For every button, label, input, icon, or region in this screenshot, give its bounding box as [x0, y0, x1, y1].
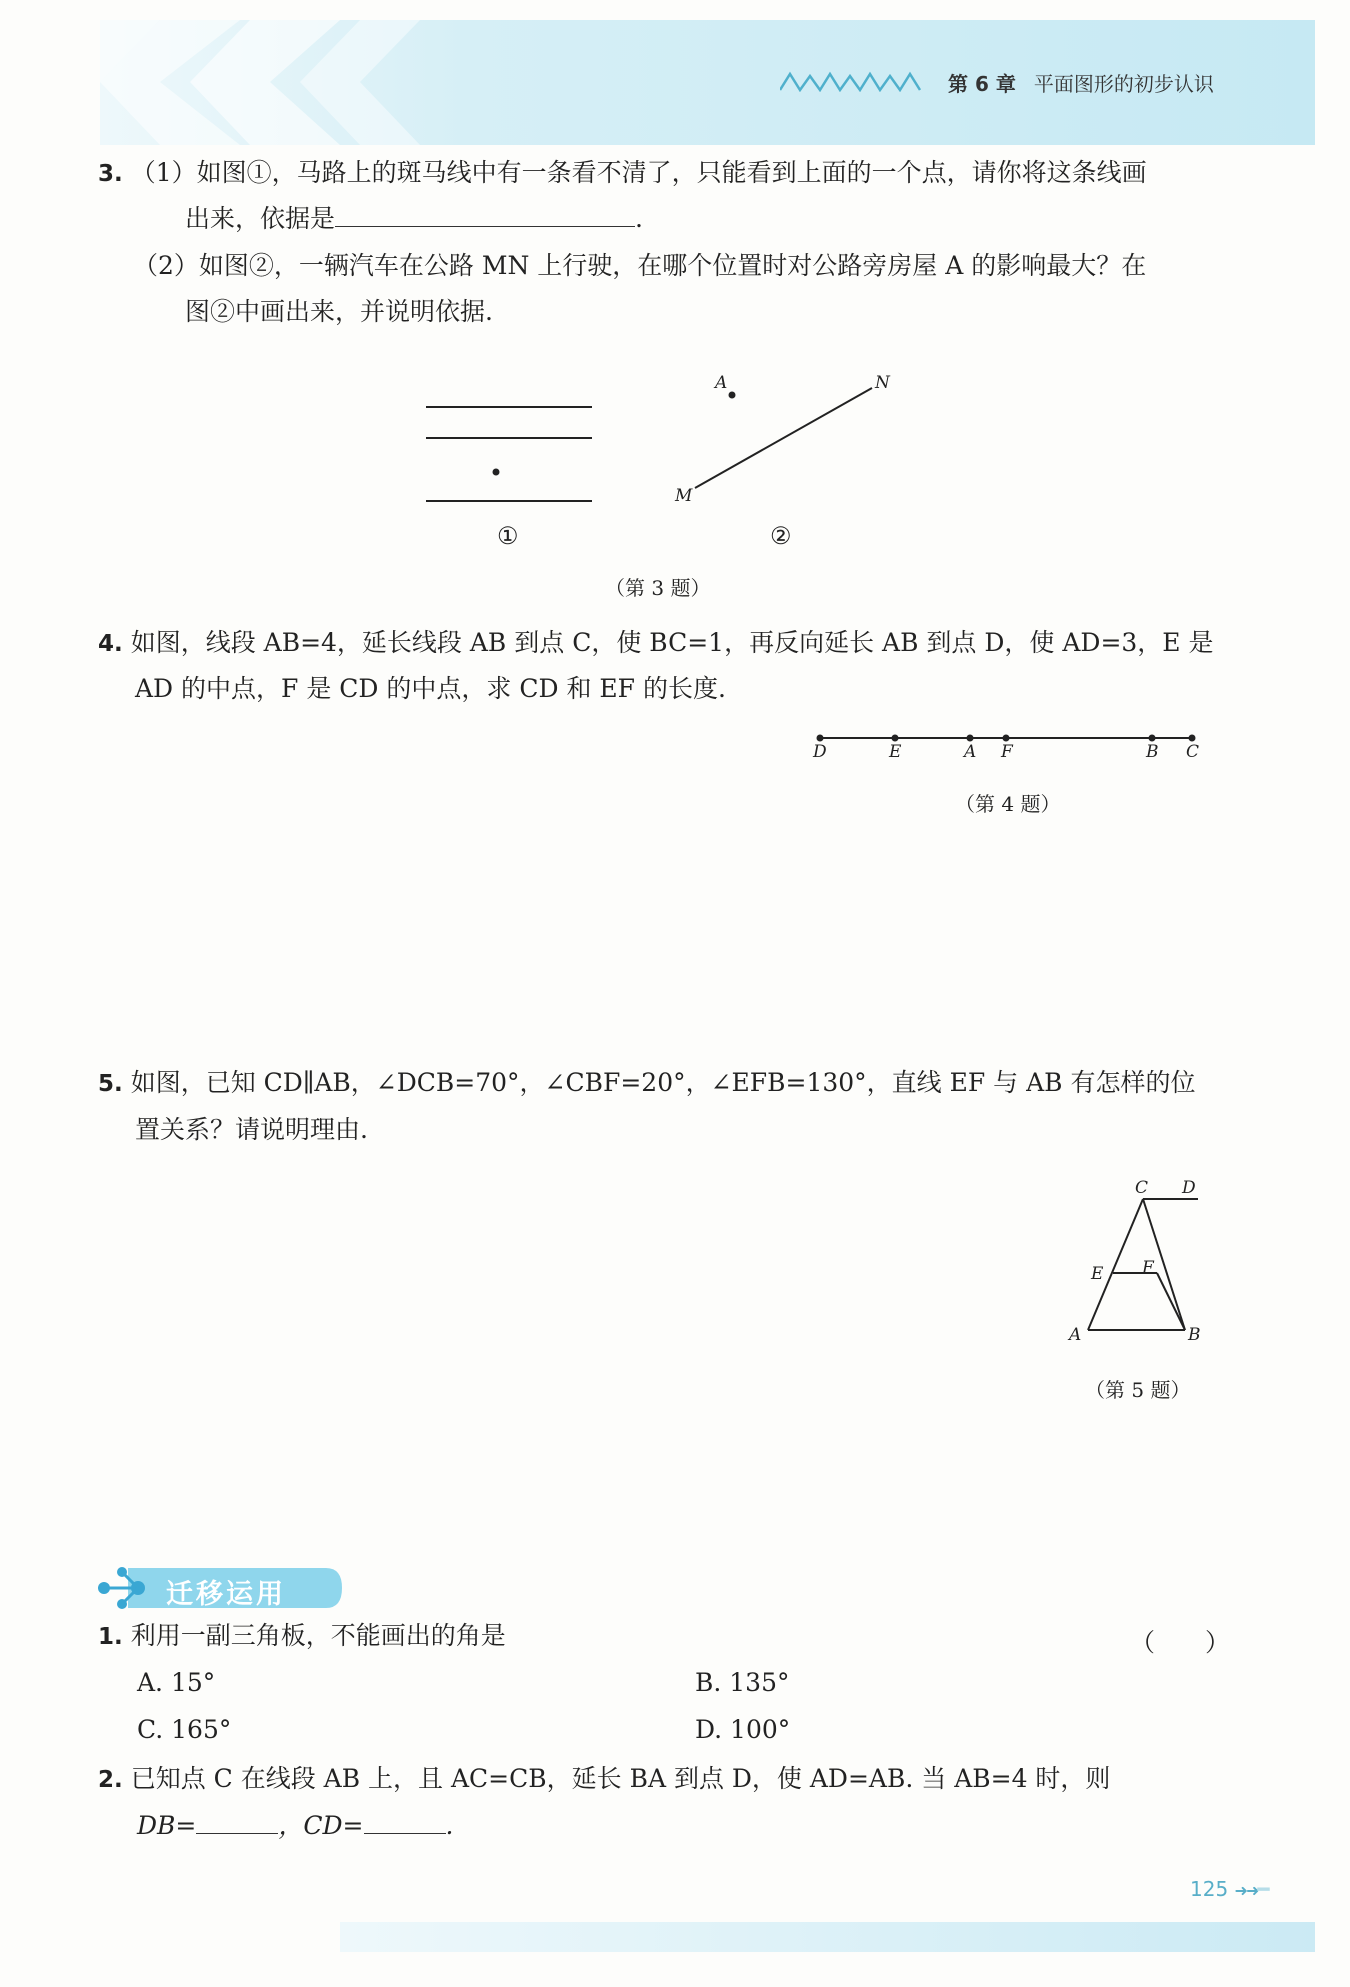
section-title: 迁移运用 [166, 1579, 286, 1610]
s2-cd-blank[interactable] [364, 1811, 446, 1834]
q3-figure2-label: ② [770, 522, 792, 550]
page-number [1190, 1877, 1269, 1901]
q3-figure1-label: ① [497, 522, 519, 550]
chapter-number: 第 6 章 [948, 72, 1016, 96]
point-f [1003, 735, 1010, 742]
chapter-title: 平面图形的初步认识 [1033, 72, 1214, 96]
q5-label-f: F [1142, 1258, 1154, 1278]
footer-band [340, 1922, 1315, 1952]
road-mn [695, 388, 872, 488]
q3-line3 [133, 243, 1146, 289]
q3-label-n: N [875, 373, 890, 393]
q3-label-m: M [675, 486, 693, 506]
s1-option-d[interactable]: D. 100° [695, 1715, 791, 1744]
s2-cd-label: ，CD= [278, 1811, 364, 1840]
q3-line2 [185, 196, 643, 242]
q5-label-d: D [1182, 1178, 1196, 1198]
s2-db-label: DB= [137, 1811, 197, 1840]
point-b [1149, 735, 1156, 742]
s1-option-c[interactable]: C. 165° [137, 1715, 232, 1744]
q4-label-a: A [964, 742, 977, 762]
q4-number: 4. [98, 631, 123, 657]
q5-label-a: A [1069, 1325, 1082, 1345]
q4-label-b: B [1146, 742, 1159, 762]
s1-number: 1. [98, 1624, 123, 1650]
section-tag [98, 1562, 348, 1618]
q5-line2 [135, 1107, 368, 1153]
chapter-header [948, 68, 1214, 97]
q3-figure2 [680, 370, 890, 500]
s1-text: 利用一副三角板，不能画出的角是 [130, 1621, 506, 1650]
q3-part2-text1: （2）如图②，一辆汽车在公路 MN 上行驶，在哪个位置时对公路旁房屋 A 的影响最大？在 [133, 251, 1147, 280]
zebra-point [493, 469, 500, 476]
dash-decoration-icon: ━ [1257, 1877, 1270, 1901]
s1-option-a[interactable]: A. 15° [137, 1668, 216, 1697]
q3-figure1 [420, 395, 600, 510]
s1-answer-paren[interactable]: （ ） [1130, 1628, 1231, 1657]
q4-text1: 如图，线段 AB=4，延长线段 AB 到点 C，使 BC=1，再反向延长 AB 到点 D，使 AD=3，E 是 [130, 628, 1214, 657]
q3-part1-end: . [635, 204, 643, 233]
q5-label-c: C [1135, 1178, 1149, 1198]
q3-part2-text2: 图②中画出来，并说明依据. [185, 297, 493, 326]
q5-text2: 置关系？请说明理由. [135, 1115, 368, 1144]
page-number-text: 125 [1190, 1877, 1229, 1901]
s2-line2 [137, 1803, 453, 1849]
arrow-right-icon: ➜➜ [1234, 1881, 1258, 1900]
s2-text1: 已知点 C 在线段 AB 上，且 AC=CB，延长 BA 到点 D，使 AD=AB. 当 AB=4 时，则 [130, 1764, 1111, 1793]
q4-line2 [135, 666, 726, 712]
segment-fb [1157, 1273, 1185, 1330]
q3-part1-text2: 出来，依据是 [185, 204, 336, 233]
q4-label-d: D [813, 742, 827, 762]
q3-label-a: A [715, 373, 728, 393]
q4-text2: AD 的中点，F 是 CD 的中点，求 CD 和 EF 的长度. [135, 674, 726, 703]
q5-label-e: E [1091, 1264, 1104, 1284]
s2-number: 2. [98, 1767, 123, 1793]
q5-line1 [98, 1060, 1196, 1107]
q5-text1: 如图，已知 CD∥AB，∠DCB=70°，∠CBF=20°，∠EFB=130°，直线 EF 与 AB 有怎样的位 [130, 1068, 1196, 1097]
q5-number: 5. [98, 1071, 123, 1097]
point-d [817, 735, 824, 742]
point-e [892, 735, 899, 742]
s2-end: . [445, 1811, 454, 1840]
q3-answer-blank[interactable] [335, 204, 635, 227]
q5-label-b: B [1188, 1325, 1201, 1345]
q3-part1-text1: （1）如图①，马路上的斑马线中有一条看不清了，只能看到上面的一个点，请你将这条线画 [130, 158, 1147, 187]
s1-option-b[interactable]: B. 135° [695, 1668, 790, 1697]
q3-line4 [185, 289, 493, 335]
mountain-decoration-icon [780, 70, 930, 92]
q3-number: 3. [98, 161, 123, 187]
q5-caption: （第 5 题） [1085, 1378, 1191, 1402]
s2-line1 [98, 1756, 1110, 1803]
q4-label-f: F [1001, 742, 1013, 762]
house-point-a [729, 392, 736, 399]
q4-label-c: C [1186, 742, 1200, 762]
chevron-decoration-icon [100, 20, 420, 145]
q4-line1 [98, 620, 1214, 667]
q4-label-e: E [889, 742, 902, 762]
s1-line [98, 1613, 506, 1660]
point-c [1189, 735, 1196, 742]
q4-caption: （第 4 题） [955, 792, 1061, 816]
q3-caption: （第 3 题） [605, 576, 711, 600]
q3-line1 [98, 150, 1147, 197]
point-a [967, 735, 974, 742]
s2-db-blank[interactable] [196, 1811, 278, 1834]
